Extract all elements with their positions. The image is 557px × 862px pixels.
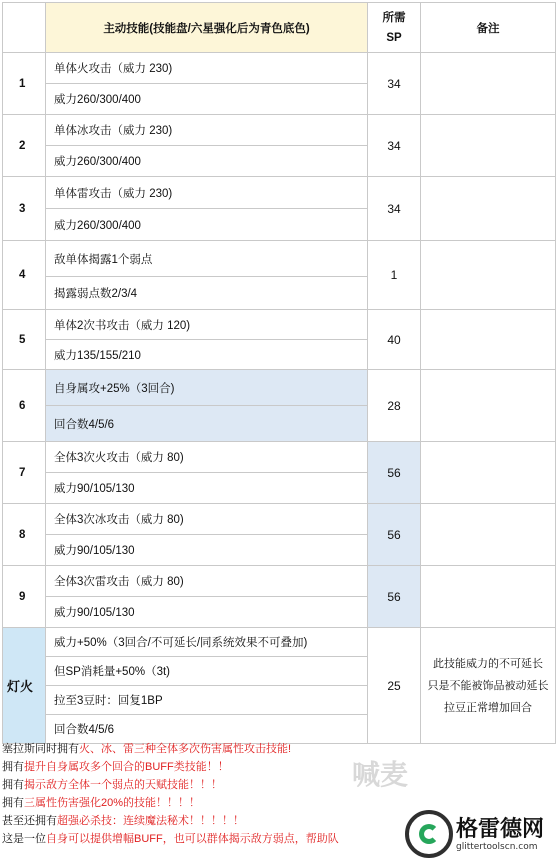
sp-value: 1 [368,241,421,310]
row-num: 2 [3,115,46,177]
header-sp-line1: 所需 [382,11,406,24]
summary-plain: 塞拉斯同时拥有 [2,743,79,755]
skill-upgrade: 威力260/300/400 [46,209,368,241]
row-num: 3 [3,177,46,241]
summary-plain: 这是一位 [2,833,46,845]
row-num: 4 [3,241,46,310]
skill-upgrade: 威力260/300/400 [46,84,368,115]
summary-line [2,740,555,758]
skill-upgrade: 威力260/300/400 [46,146,368,177]
table-row-special [3,628,556,657]
header-num [3,3,46,53]
row-num: 7 [3,442,46,504]
table-row [3,504,556,535]
row-num: 1 [3,53,46,115]
table-row [3,241,556,277]
skill-line: 威力+50%（3回合/不可延长/同系统效果不可叠加) [46,628,368,657]
skill-line: 但SP消耗量+50%（3t) [46,657,368,686]
skill-line: 全体3次雷攻击（威力 80) [46,566,368,597]
table-row [3,177,556,209]
note-cell [421,241,556,310]
skill-upgrade: 威力135/155/210 [46,340,368,370]
skill-line: 单体火攻击（威力 230) [46,53,368,84]
skill-upgrade: 回合数4/5/6 [46,406,368,442]
row-num: 9 [3,566,46,628]
summary-highlight: 自身可以提供增幅BUFF，也可以群体揭示敌方弱点，帮助队 [46,833,339,845]
watermark-url: glittertoolscn.com [456,842,538,852]
row-num-special: 灯火 [3,628,46,744]
summary-plain: 拥有 [2,779,24,791]
sp-value: 56 [368,566,421,628]
sp-value: 34 [368,177,421,241]
skill-line: 单体冰攻击（威力 230) [46,115,368,146]
note-line: 拉豆正常增加回合 [444,701,532,714]
skill-upgrade: 威力90/105/130 [46,597,368,628]
table-row [3,310,556,340]
watermark-text: 喊麦 [352,758,409,791]
note-line: 此技能威力的不可延长 [433,657,543,670]
summary-highlight: 提升自身属攻多个回合的BUFF类技能！！ [24,761,229,773]
note-cell [421,310,556,370]
table-row [3,53,556,84]
skill-line: 自身属攻+25%（3回合) [46,370,368,406]
header-note: 备注 [421,3,556,53]
skill-line: 单体2次书攻击（威力 120) [46,310,368,340]
note-cell [421,115,556,177]
header-skill: 主动技能(技能盘/六星强化后为青色底色) [46,3,368,53]
summary-line [2,776,555,794]
note-cell [421,370,556,442]
skill-line: 全体3次火攻击（威力 80) [46,442,368,473]
row-num: 8 [3,504,46,566]
note-cell [421,504,556,566]
note-cell [421,442,556,504]
skills-table [2,2,556,744]
note-cell [421,566,556,628]
summary-plain: 甚至还拥有 [2,815,57,827]
summary-highlight: 火、冰、雷三种全体多次伤害属性攻击技能! [79,743,292,755]
sp-value: 28 [368,370,421,442]
table-row [3,115,556,146]
sp-value: 34 [368,115,421,177]
summary-highlight: 超强必杀技：连续魔法秘术！！！！！ [57,815,244,827]
sp-value: 56 [368,504,421,566]
note-cell [421,628,556,744]
table-row [3,370,556,406]
table-row [3,566,556,597]
sp-value: 40 [368,310,421,370]
summary-line [2,794,555,812]
summary-plain: 拥有 [2,761,24,773]
table-row [3,442,556,473]
summary-highlight: 三属性伤害强化20%的技能！！！！ [24,797,201,809]
note-cell [421,53,556,115]
note-line: 只是不能被饰品被动延长 [427,679,549,692]
skill-upgrade: 回合数4/5/6 [46,715,368,744]
summary-highlight: 揭示敌方全体一个弱点的天赋技能！！！ [24,779,222,791]
header-sp-line2: SP [386,31,402,44]
skill-line: 全体3次冰攻击（威力 80) [46,504,368,535]
header-row [3,3,556,53]
watermark-logo-icon [405,810,453,858]
skill-upgrade: 揭露弱点数2/3/4 [46,277,368,310]
header-sp [368,3,421,53]
skill-line: 敌单体揭露1个弱点 [46,241,368,277]
row-num: 6 [3,370,46,442]
skill-upgrade: 威力90/105/130 [46,473,368,504]
note-cell [421,177,556,241]
skill-line: 单体雷攻击（威力 230) [46,177,368,209]
sp-value: 25 [368,628,421,744]
summary-line [2,758,555,776]
watermark-site-name: 格雷德网 [456,817,545,842]
row-num: 5 [3,310,46,370]
sp-value: 56 [368,442,421,504]
skill-upgrade: 威力90/105/130 [46,535,368,566]
summary-plain: 拥有 [2,797,24,809]
skill-line: 拉至3豆时：回复1BP [46,686,368,715]
sp-value: 34 [368,53,421,115]
